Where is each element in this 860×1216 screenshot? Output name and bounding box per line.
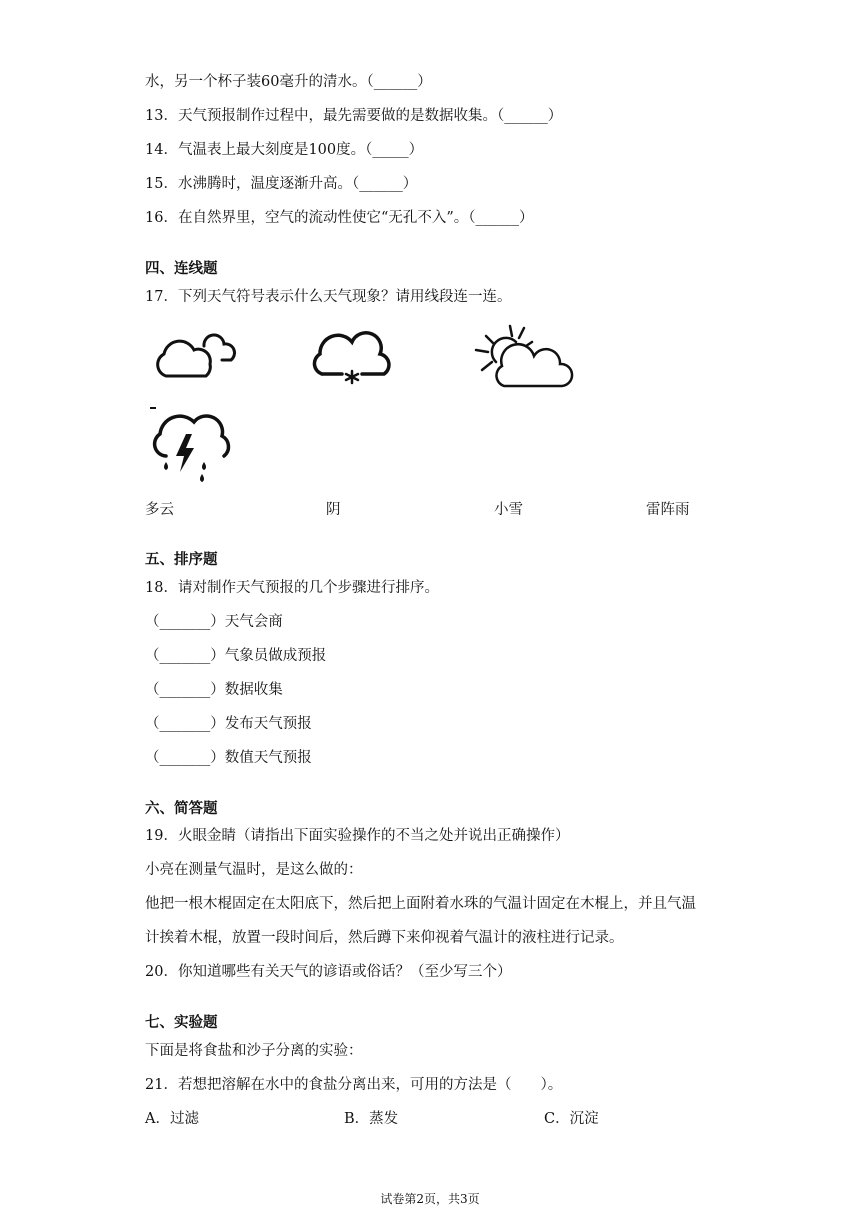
question-14: 14．气温表上最大刻度是100度。（_____） (145, 142, 424, 158)
question-19-line-2: 他把一根木棍固定在太阳底下，然后把上面附着水珠的气温计固定在木棍上，并且气温 (145, 896, 696, 912)
sort-step-3: （_______）数据收集 (145, 682, 283, 698)
question-19-line-1: 小亮在测量气温时，是这么做的： (145, 862, 363, 878)
thunderstorm-icon (146, 404, 240, 490)
section-5-heading: 五、排序题 (145, 551, 218, 568)
section-4-heading: 四、连线题 (145, 260, 218, 277)
cloudy-icon (150, 330, 240, 382)
label-duoyun: 多云 (145, 502, 174, 518)
section-7-heading: 七、实验题 (145, 1014, 218, 1031)
question-20: 20．你知道哪些有关天气的谚语或俗话？（至少写三个） (145, 964, 512, 980)
sort-step-2: （_______）气象员做成预报 (145, 648, 327, 664)
page-footer: 试卷第2页，共3页 (380, 1192, 480, 1206)
question-21: 21．若想把溶解在水中的食盐分离出来，可用的方法是（ ）。 (145, 1077, 563, 1093)
question-19-line-3: 计挨着木棍，放置一段时间后，然后蹲下来仰视着气温计的液柱进行记录。 (145, 930, 624, 946)
overcast-snow-icon (308, 328, 400, 388)
question-12-continuation: 水，另一个杯子装60毫升的清水。（______） (145, 74, 432, 90)
question-18: 18．请对制作天气预报的几个步骤进行排序。 (145, 580, 439, 596)
sort-step-4: （_______）发布天气预报 (145, 716, 312, 732)
option-b: B．蒸发 (344, 1111, 399, 1127)
question-13: 13．天气预报制作过程中，最先需要做的是数据收集。（______） (145, 108, 563, 124)
label-xiaoxue: 小雪 (494, 502, 523, 518)
question-17: 17．下列天气符号表示什么天气现象？请用线段连一连。 (145, 289, 512, 305)
question-19: 19．火眼金睛（请指出下面实验操作的不当之处并说出正确操作） (145, 828, 570, 844)
sort-step-5: （_______）数值天气预报 (145, 750, 312, 766)
sort-step-1: （_______）天气会商 (145, 614, 283, 630)
option-a: A．过滤 (145, 1111, 199, 1127)
question-16: 16．在自然界里，空气的流动性使它“无孔不入”。（______） (145, 210, 534, 226)
label-leizhenyu: 雷阵雨 (646, 502, 690, 518)
section-6-heading: 六、简答题 (145, 800, 218, 817)
section-7-intro: 下面是将食盐和沙子分离的实验： (145, 1043, 363, 1059)
partly-sunny-icon (472, 322, 576, 392)
option-c: C．沉淀 (544, 1111, 599, 1127)
label-yin: 阴 (326, 502, 341, 518)
question-15: 15．水沸腾时，温度逐渐升高。（______） (145, 176, 418, 192)
